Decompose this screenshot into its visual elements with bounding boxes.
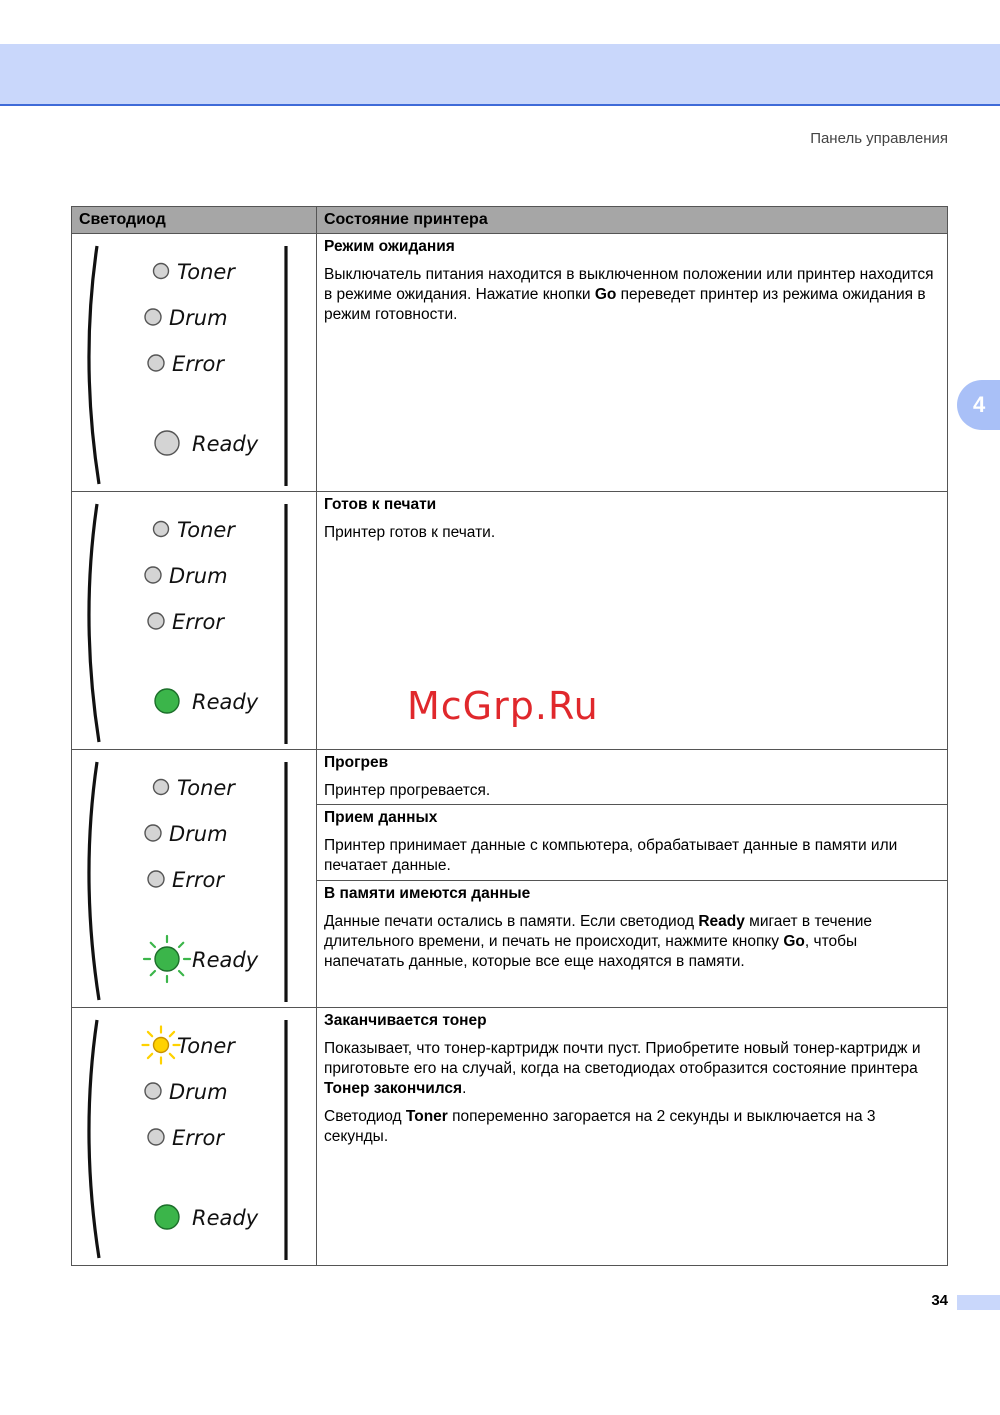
status-block [317, 881, 947, 986]
led-toner-label: Toner [177, 776, 235, 800]
led-ready [155, 1205, 259, 1230]
chapter-tab: 4 [957, 380, 1000, 430]
led-ready-label: Ready [192, 432, 259, 456]
led-drum-label: Drum [169, 306, 228, 330]
led-indicator-cell [72, 1008, 317, 1266]
led-indicator-cell [72, 234, 317, 492]
status-description: Принтер готов к печати. [324, 524, 496, 541]
led-ready-label: Ready [192, 690, 259, 714]
led-drum-light-icon [145, 825, 161, 841]
status-title: Готов к печати [324, 496, 437, 513]
status-description-extra: Светодиод Toner попеременно загорается на 2 секунды и выключается на 3 секунды. [324, 1108, 876, 1145]
led-error [148, 610, 225, 634]
led-ready [144, 936, 259, 982]
status-description: Данные печати остались в памяти. Если светодиод Ready мигает в течение длительного времени, и печать не происходит, нажмите кнопку Go, чтобы напечатать данные, которые все еще находятся в памяти. [324, 913, 873, 970]
led-drum-light-icon [145, 567, 161, 583]
status-title: В памяти имеются данные [324, 885, 531, 902]
column-header-led: Светодиод [72, 207, 317, 234]
led-status-table [71, 206, 948, 1266]
led-toner-light-icon [154, 780, 169, 795]
led-drum-light-icon [145, 1083, 161, 1099]
panel-left-bracket [89, 504, 99, 742]
led-error-label: Error [172, 868, 225, 892]
led-drum-label: Drum [169, 822, 228, 846]
status-block [317, 805, 947, 881]
column-header-status: Состояние принтера [317, 207, 948, 234]
led-drum [145, 564, 228, 588]
led-toner-light-icon [154, 264, 169, 279]
led-blink-rays-icon [148, 1032, 152, 1036]
page-number: 34 [931, 1292, 948, 1309]
panel-left-bracket [89, 246, 99, 484]
watermark: McGrp.Ru [407, 684, 599, 728]
led-error [148, 868, 225, 892]
panel-left-bracket [89, 762, 99, 1000]
printer-status-cell [317, 1008, 948, 1266]
led-toner [143, 1027, 237, 1064]
status-description: Принтер принимает данные с компьютера, обрабатывает данные в памяти или печатает данные. [324, 837, 898, 874]
status-block [317, 234, 947, 339]
led-indicator-cell [72, 492, 317, 750]
led-toner-light-icon [154, 522, 169, 537]
led-drum [145, 306, 228, 330]
led-drum-label: Drum [169, 564, 228, 588]
led-blink-rays-icon [151, 943, 155, 947]
led-ready-label: Ready [192, 948, 259, 972]
led-toner [154, 260, 237, 284]
led-ready-light-icon [155, 689, 179, 713]
status-title: Прием данных [324, 809, 438, 826]
status-description: Принтер прогревается. [324, 782, 491, 799]
led-drum [145, 822, 228, 846]
led-drum-label: Drum [169, 1080, 228, 1104]
led-error-label: Error [172, 1126, 225, 1150]
table-row [72, 1008, 948, 1266]
table-header-row [72, 207, 948, 234]
led-toner-label: Toner [177, 260, 235, 284]
led-blink-rays-icon [151, 971, 155, 975]
led-error-light-icon [148, 613, 164, 629]
led-blink-rays-icon [179, 971, 183, 975]
led-ready [155, 689, 259, 714]
status-title: Прогрев [324, 754, 389, 771]
led-error [148, 1126, 225, 1150]
bold-term: Go [594, 286, 617, 303]
led-drum [145, 1080, 228, 1104]
bold-term: Toner [405, 1108, 448, 1125]
footer-bar [957, 1295, 1000, 1310]
led-panel-diagram [72, 492, 317, 748]
status-title: Заканчивается тонер [324, 1012, 487, 1029]
led-error-label: Error [172, 352, 225, 376]
led-indicator-cell [72, 750, 317, 1008]
running-title: Панель управления [810, 130, 948, 147]
table-row [72, 234, 948, 492]
status-description: Выключатель питания находится в выключенном положении или принтер находится в режиме ожидания. Нажатие кнопки Go переведет принтер из режима ожидания в режим готовности. [324, 266, 934, 323]
led-toner [154, 776, 237, 800]
status-block [317, 492, 947, 557]
led-blink-rays-icon [148, 1054, 152, 1058]
led-toner-label: Toner [177, 1034, 235, 1058]
led-error-label: Error [172, 610, 225, 634]
led-error [148, 352, 225, 376]
status-description: Показывает, что тонер-картридж почти пуст. Приобретите новый тонер-картридж и приготовьте его на случай, когда на светодиодах отобразится состояние принтера Тонер закончился. [324, 1040, 921, 1097]
led-panel-diagram [72, 750, 317, 1006]
table-row [72, 750, 948, 1008]
bold-term: Тонер закончился [324, 1080, 463, 1097]
status-block [317, 750, 947, 805]
bold-term: Go [783, 933, 805, 950]
status-block [317, 1008, 947, 1161]
led-panel-diagram [72, 1008, 317, 1264]
panel-left-bracket [89, 1020, 99, 1258]
led-ready-label: Ready [192, 1206, 259, 1230]
led-blink-rays-icon [170, 1054, 174, 1058]
led-ready-light-icon [155, 1205, 179, 1229]
bold-term: Ready [698, 913, 745, 930]
led-ready-light-icon [155, 947, 179, 971]
led-error-light-icon [148, 355, 164, 371]
printer-status-cell [317, 234, 948, 492]
led-error-light-icon [148, 871, 164, 887]
led-toner-label: Toner [177, 518, 235, 542]
led-toner [154, 518, 237, 542]
led-toner-light-icon [154, 1038, 169, 1053]
led-ready [155, 431, 259, 456]
printer-status-cell [317, 750, 948, 1008]
led-error-light-icon [148, 1129, 164, 1145]
led-ready-light-icon [155, 431, 179, 455]
led-drum-light-icon [145, 309, 161, 325]
header-band [0, 44, 1000, 106]
status-title: Режим ожидания [324, 238, 455, 255]
led-blink-rays-icon [179, 943, 183, 947]
led-panel-diagram [72, 234, 317, 490]
led-blink-rays-icon [170, 1032, 174, 1036]
